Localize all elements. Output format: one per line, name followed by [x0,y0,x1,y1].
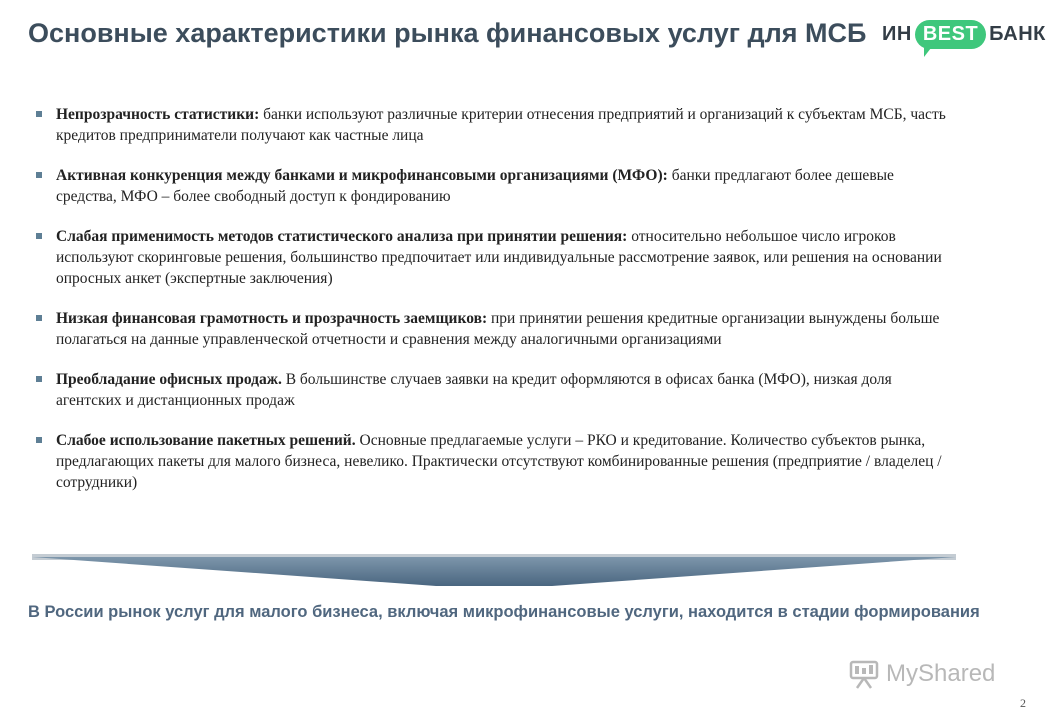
list-item [36,104,956,146]
list-item-text: относительно небольшое число игроков используют скоринговые решения, большинство предпочитает или индивидуальные рассмотрение заявок, или решения на основании опросных анкет (экспертные заключения) [56,228,942,287]
list-item-text: банки используют различные критерии отнесения предприятий и организаций к субъектам МСБ, часть кредитов предприниматели получают как частные лица [56,106,946,144]
square-bullet-icon [36,111,42,117]
list-item [36,430,956,493]
logo-text-end: БАНК [989,22,1046,45]
square-bullet-icon [36,233,42,239]
summary-arrow-divider [32,554,956,588]
list-item [36,165,956,207]
list-item-text: В большинстве случаев заявки на кредит оформляются в офисах банка (МФО), низкая доля агентских и дистанционных продаж [56,371,892,409]
bank-logo [882,16,1046,52]
list-item-lead: Активная конкуренция между банками и микрофинансовыми организациями (МФО): [56,167,668,184]
square-bullet-icon [36,172,42,178]
watermark-text: MyShared [886,660,996,687]
square-bullet-icon [36,376,42,382]
square-bullet-icon [36,315,42,321]
list-item-lead: Слабая применимость методов статистического анализа при принятии решения: [56,228,628,245]
square-bullet-icon [36,437,42,443]
list-item-text: Основные предлагаемые услуги – РКО и кредитование. Количество субъектов рынка, предлагающих пакеты для малого бизнеса, невелико. Практически отсутствуют комбинированные решения (предприятие / владелец / сотрудники) [56,432,942,491]
list-item-lead: Низкая финансовая грамотность и прозрачность заемщиков: [56,310,488,327]
list-item [36,226,956,289]
logo-speech-bubble: BEST [915,20,986,49]
list-item-lead: Преобладание офисных продаж. [56,371,282,388]
page-title: Основные характеристики рынка финансовых услуг для МСБ [28,18,867,48]
list-item [36,369,956,411]
list-item-lead: Непрозрачность статистики: [56,106,260,123]
down-arrow-banner-icon [32,554,956,588]
list-item-lead: Слабое использование пакетных решений. [56,432,356,449]
characteristics-list [36,104,956,512]
list-item-text: при принятии решения кредитные организации вынуждены больше полагаться на данные управленческой отчетности и сравнения между аналогичными организациями [56,310,940,348]
logo-text-start: ИН [882,22,912,45]
watermark [848,656,995,692]
presentation-board-icon [848,658,880,690]
page-number: 2 [1020,696,1026,710]
list-item [36,308,956,350]
list-item-text: банки предлагают более дешевые средства, МФО – более свободный доступ к фондированию [56,167,894,205]
conclusion-text: В России рынок услуг для малого бизнеса, включая микрофинансовые услуги, находится в стадии формирования [28,603,980,621]
